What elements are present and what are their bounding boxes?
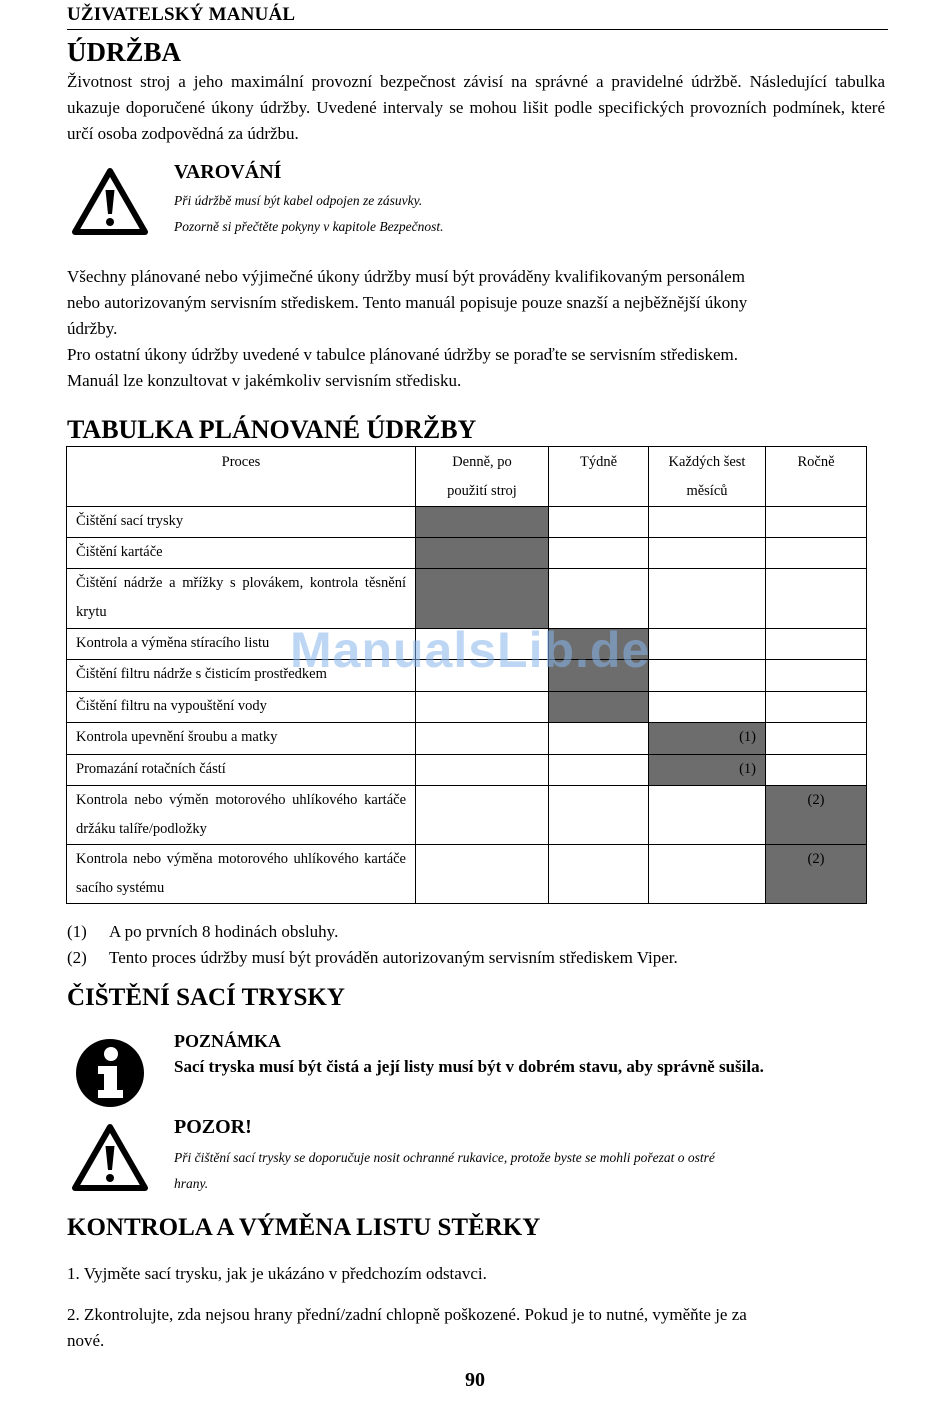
interval-cell-daily [416,507,549,538]
manual-header: UŽIVATELSKÝ MANUÁL [67,4,296,25]
interval-cell [649,629,766,660]
table-row [67,507,867,538]
process-cell: Kontrola upevnění šroubu a matky [67,723,416,755]
interval-cell [766,629,867,660]
column-header-process: Proces [67,447,416,507]
interval-cell [766,507,867,538]
watermark: ManualsLib.de [290,622,651,678]
interval-cell [649,692,766,723]
interval-cell [766,723,867,755]
body-line-1: Všechny plánované nebo výjimečné úkony údržby musí být prováděny kvalifikovaným personálem [67,267,745,286]
interval-cell [766,569,867,629]
process-cell: Kontrola nebo výměna motorového uhlíkového kartáče sacího systému [67,845,416,904]
interval-cell-weekly [549,692,649,723]
interval-cell [549,723,649,755]
note-text: Sací tryska musí být čistá a její listy musí být v dobrém stavu, aby správně sušila. [174,1057,764,1076]
note-title: POZNÁMKA [174,1031,281,1051]
table-row [67,692,867,723]
process-cell: Čištění sací trysky [67,507,416,538]
body-line-5: Manuál lze konzultovat v jakémkoliv servisním středisku. [67,371,462,390]
footnote-number: (1) [67,922,87,941]
interval-cell [649,538,766,569]
interval-cell [649,845,766,904]
interval-cell [549,755,649,786]
interval-cell-six-months: (1) [649,723,766,755]
step-2-line-1: 2. Zkontrolujte, zda nejsou hrany přední/zadní chlopně poškozené. Pokud je to nutné, vyměňte je za [67,1305,747,1324]
section-title-udrzba: ÚDRŽBA [67,37,182,67]
column-header-weekly: Týdně [549,447,649,507]
step-2-line-2: nové. [67,1331,105,1350]
caution-line-2: hrany. [174,1176,209,1191]
interval-cell-yearly: (2) [766,845,867,904]
body-line-2: nebo autorizovaným servisním střediskem. Tento manuál popisuje pouze snazší a nejběžnější úkony [67,293,748,312]
page-number: 90 [465,1369,485,1391]
warning-triangle-icon [70,166,150,238]
interval-cell [549,569,649,629]
warning-title: VAROVÁNÍ [174,161,282,183]
interval-cell [766,538,867,569]
interval-cell [649,569,766,629]
interval-cell [766,660,867,692]
table-row [67,786,867,845]
process-cell: Čištění kartáče [67,538,416,569]
footnote-text: A po prvních 8 hodinách obsluhy. [109,922,339,941]
footnote-1 [67,919,338,945]
table-row [67,755,867,786]
table-header-row [67,447,867,507]
warning-triangle-icon [70,1122,150,1194]
interval-cell-yearly: (2) [766,786,867,845]
interval-cell-six-months: (1) [649,755,766,786]
column-header-daily: Denně, po použití stroj [416,447,549,507]
caution-title: POZOR! [174,1116,252,1138]
interval-cell [416,692,549,723]
footnote-2 [67,945,678,971]
footnote-text: Tento proces údržby musí být prováděn autorizovaným servisním střediskem Viper. [109,948,678,967]
footnote-number: (2) [67,948,87,967]
warning-line-1: Při údržbě musí být kabel odpojen ze zásuvky. [174,193,423,208]
caution-line-1: Při čištění sací trysky se doporučuje nosit ochranné rukavice, protože byste se mohli pořezat o ostré [174,1150,715,1165]
interval-cell-daily [416,538,549,569]
interval-cell [549,845,649,904]
process-cell: Čištění filtru na vypouštění vody [67,692,416,723]
interval-cell [549,538,649,569]
table-row [67,538,867,569]
interval-cell [416,723,549,755]
process-cell: Čištění nádrže a mřížky s plovákem, kontrola těsnění krytu [67,569,416,629]
interval-cell [649,786,766,845]
interval-cell [416,845,549,904]
interval-cell [766,755,867,786]
interval-cell [549,507,649,538]
table-row [67,723,867,755]
column-header-yearly: Ročně [766,447,867,507]
process-cell: Kontrola a výměna stíracího listu [67,629,416,660]
process-cell: Kontrola nebo výměn motorového uhlíkového kartáče držáku talíře/podložky [67,786,416,845]
interval-cell [549,786,649,845]
column-header-six-months: Každých šest měsíců [649,447,766,507]
interval-cell [416,755,549,786]
interval-cell [416,786,549,845]
step-1: 1. Vyjměte sací trysku, jak je ukázáno v předchozím odstavci. [67,1264,487,1283]
intro-paragraph: Životnost stroj a jeho maximální provozní bezpečnost závisí na správné a pravidelné údržbě. Následující tabulka ukazuje doporučené úkony údržby. Uvedené intervaly se mohou lišit podle specifických provozních podmínek, které určí osoba zodpovědná za údržbu. [67,72,885,143]
table-row [67,569,867,629]
header-divider [67,29,888,30]
schedule-title: TABULKA PLÁNOVANÉ ÚDRŽBY [67,415,477,444]
info-icon [74,1037,146,1109]
interval-cell-daily [416,569,549,629]
section-title-blade: KONTROLA A VÝMĚNA LISTU STĚRKY [67,1214,541,1241]
interval-cell [649,660,766,692]
interval-cell [766,692,867,723]
process-cell: Promazání rotačních částí [67,755,416,786]
section-title-cleaning: ČIŠTĚNÍ SACÍ TRYSKY [67,984,345,1011]
interval-cell [649,507,766,538]
process-cell: Čištění filtru nádrže s čisticím prostředkem [67,660,416,692]
warning-line-2: Pozorně si přečtěte pokyny v kapitole Bezpečnost. [174,219,444,234]
table-row [67,845,867,904]
body-line-4: Pro ostatní úkony údržby uvedené v tabulce plánované údržby se poraďte se servisním střediskem. [67,345,738,364]
body-line-3: údržby. [67,319,118,338]
